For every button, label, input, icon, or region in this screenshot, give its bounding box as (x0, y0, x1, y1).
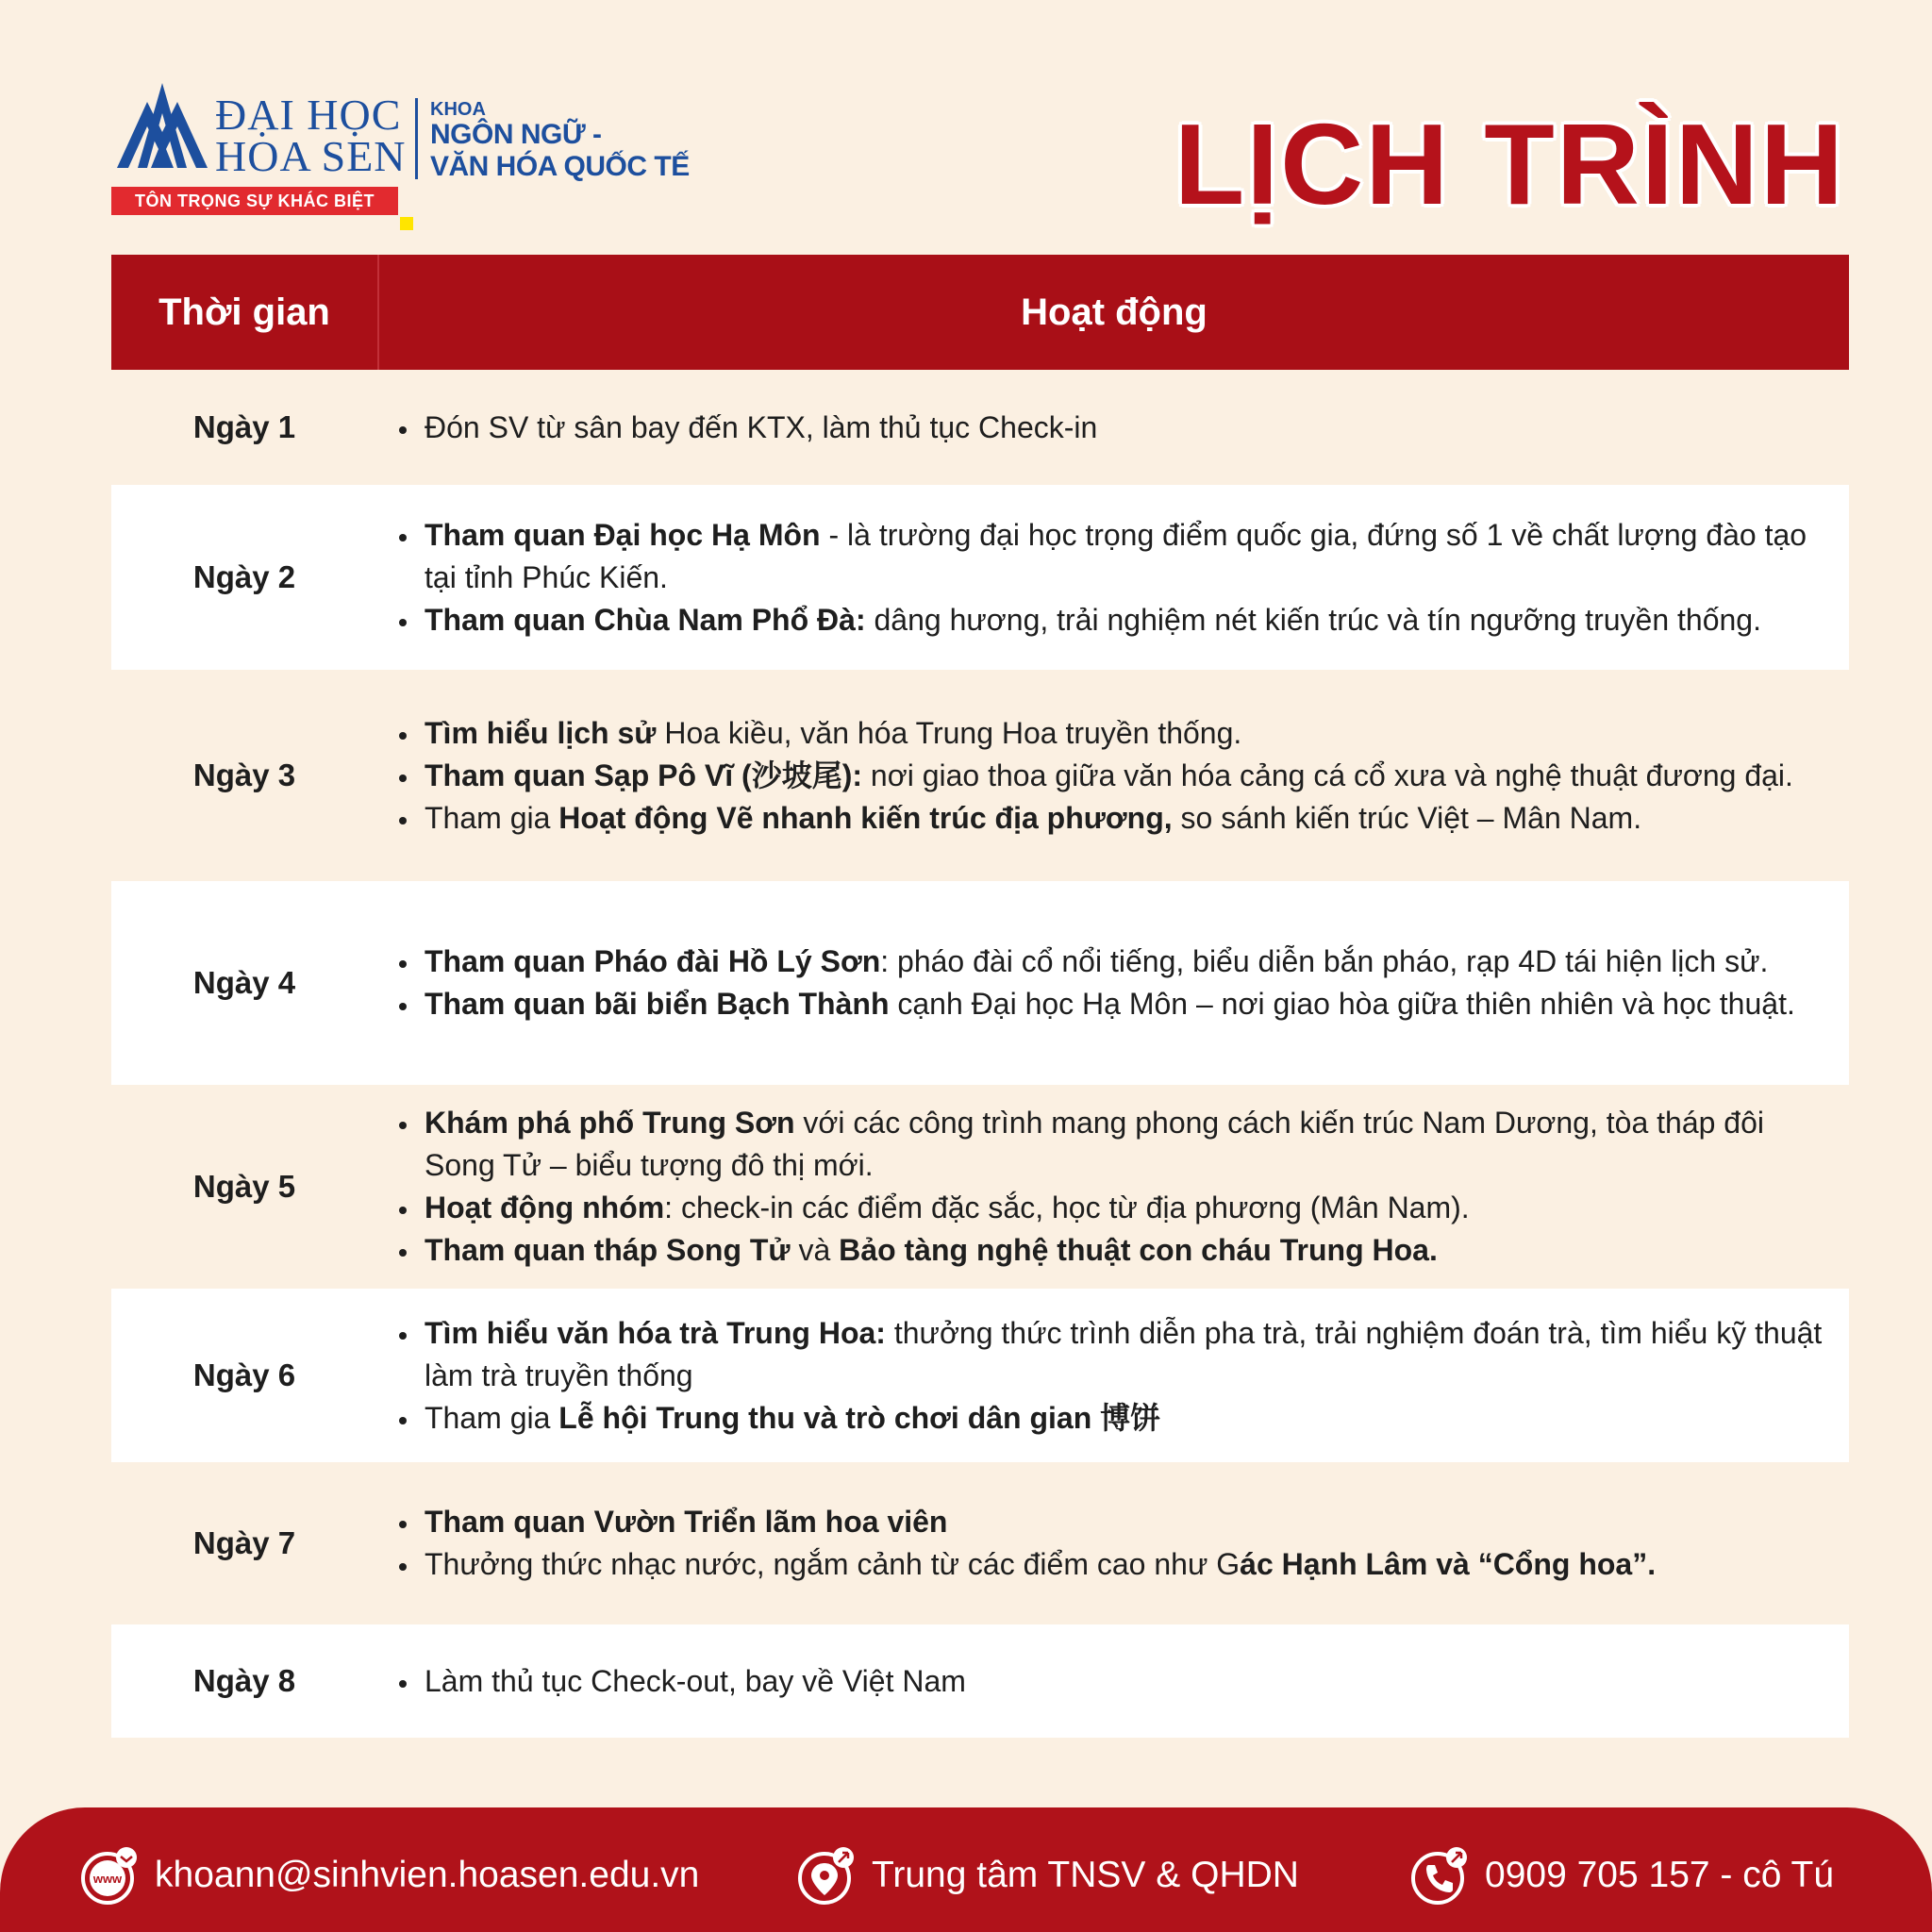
activity-highlight: Tham quan Pháo đài Hồ Lý Sơn (425, 944, 881, 978)
svg-text:www: www (92, 1872, 123, 1886)
table-row (111, 485, 1849, 670)
activity-text: Làm thủ tục Check-out, bay về Việt Nam (425, 1663, 966, 1698)
activity-item (421, 407, 1836, 449)
activity-list (379, 1501, 1836, 1586)
location-pin-icon (796, 1844, 858, 1907)
activity-highlight: Bảo tàng nghệ thuật con cháu Trung Hoa. (839, 1233, 1438, 1267)
activity-text: : pháo đài cổ nổi tiếng, biểu diễn bắn pháo, rạp 4D tái hiện lịch sử. (880, 944, 1769, 978)
logo-accent-square (400, 217, 413, 230)
activity-highlight: Hoạt động Vẽ nhanh kiến trúc địa phương, (558, 800, 1173, 835)
table-header (111, 255, 1849, 370)
activity-text: với các công trình mang phong cách kiến trúc Nam Dương, tòa tháp đôi Song Tử – biểu tượng đô thị mới. (425, 1106, 1764, 1182)
activity-text: so sánh kiến trúc Việt – Mân Nam. (1172, 800, 1642, 835)
activity-item (421, 1543, 1836, 1586)
day-label: Ngày 3 (192, 758, 296, 792)
contact-email[interactable] (79, 1845, 699, 1906)
activity-list (379, 1660, 1836, 1703)
activity-highlight: Tham quan tháp Song Tử (425, 1233, 791, 1267)
activity-text: thưởng thức trình diễn pha trà, trải nghiệm đoán trà, tìm hiểu kỹ thuật làm trà truyền thống (425, 1315, 1823, 1392)
activity-cell (377, 1102, 1849, 1272)
table-row (111, 881, 1849, 1085)
table-row (111, 1085, 1849, 1289)
day-label: Ngày 8 (192, 1663, 296, 1698)
activity-list (379, 407, 1836, 449)
activity-highlight: Tham quan Sạp Pô Vĩ (沙坡尾): (425, 758, 863, 792)
activity-cell (377, 712, 1849, 840)
activity-text: : check-in các điểm đặc sắc, học từ địa phương (Mân Nam). (664, 1191, 1470, 1224)
day-label: Ngày 7 (192, 1525, 296, 1560)
activity-item (421, 599, 1836, 641)
logo-tagline: TÔN TRỌNG SỰ KHÁC BIỆT (111, 187, 398, 215)
activity-item (421, 1501, 1836, 1543)
university-name: ĐẠI HỌC HOA SEN (215, 91, 407, 180)
activity-item (421, 712, 1836, 755)
email-text: khoann@sinhvien.hoasen.edu.vn (155, 1855, 700, 1895)
activity-cell (377, 1501, 1849, 1586)
table-row (111, 1289, 1849, 1462)
faculty-name: KHOA NGÔN NGỮ - VĂN HÓA QUỐC TẾ (430, 99, 690, 182)
activity-text: Tham gia (425, 800, 559, 835)
activity-text: nơi giao thoa giữa văn hóa cảng cá cổ xưa và nghệ thuật đương đại. (862, 758, 1793, 792)
activity-item (421, 983, 1836, 1025)
activity-cell (377, 407, 1849, 449)
schedule-table (111, 255, 1849, 1738)
activity-text: Thưởng thức nhạc nước, ngắm cảnh từ các điểm cao như G (425, 1547, 1241, 1581)
activity-highlight: Khám phá phố Trung Sơn (425, 1106, 795, 1140)
activity-highlight: Lễ hội Trung thu và trò chơi dân gian 博饼 (558, 1400, 1161, 1435)
table-row (111, 670, 1849, 881)
table-row (111, 370, 1849, 485)
activity-text: dâng hương, trải nghiệm nét kiến trúc và tín ngưỡng truyền thống. (865, 602, 1761, 637)
activity-text: Hoa kiều, văn hóa Trung Hoa truyền thống. (656, 715, 1242, 750)
phone-text: 0909 705 157 - cô Tú (1485, 1855, 1835, 1895)
activity-text: và (790, 1233, 840, 1267)
activity-highlight: Tham quan Chùa Nam Phổ Đà: (425, 602, 866, 637)
activity-highlight: Tìm hiểu văn hóa trà Trung Hoa: (425, 1315, 886, 1350)
activity-item (421, 1397, 1836, 1440)
activity-list (379, 941, 1836, 1025)
activity-list (379, 514, 1836, 641)
activity-text: Đón SV từ sân bay đến KTX, làm thủ tục Check-in (425, 409, 1098, 444)
activity-item (421, 755, 1836, 797)
activity-text: - là trường đại học trọng điểm quốc gia, đứng số 1 về chất lượng đào tạo tại tỉnh Phúc Kiến. (425, 517, 1807, 594)
activity-item (421, 1102, 1836, 1187)
day-label: Ngày 1 (192, 409, 296, 444)
activity-list (379, 712, 1836, 840)
activity-cell (377, 514, 1849, 641)
activity-highlight: Tham quan bãi biển Bạch Thành (425, 987, 890, 1021)
activity-highlight: Tham quan Đại học Hạ Môn (425, 517, 821, 552)
day-label: Ngày 6 (192, 1357, 296, 1392)
activity-cell (377, 1660, 1849, 1703)
activity-cell (377, 1312, 1849, 1440)
activity-item (421, 941, 1836, 983)
column-header-activity: Hoạt động (1021, 291, 1208, 333)
activity-item (421, 797, 1836, 840)
logo-divider (415, 98, 418, 179)
activity-list (379, 1102, 1836, 1272)
activity-highlight: ác Hạnh Lâm và “Cổng hoa”. (1240, 1547, 1657, 1581)
column-header-time: Thời gian (111, 255, 379, 370)
phone-icon (1409, 1844, 1472, 1907)
table-body (111, 370, 1849, 1738)
activity-item (421, 1187, 1836, 1229)
page-title: LỊCH TRÌNH (1174, 100, 1845, 228)
lotus-mountain-icon (109, 81, 215, 175)
table-row (111, 1624, 1849, 1738)
activity-item (421, 1312, 1836, 1397)
day-label: Ngày 5 (192, 1169, 296, 1204)
contact-center (796, 1845, 1299, 1906)
table-row (111, 1462, 1849, 1624)
activity-highlight: Tham quan Vườn Triển lãm hoa viên (425, 1505, 948, 1539)
university-logo (109, 81, 713, 242)
email-web-icon (79, 1844, 142, 1907)
activity-item (421, 1229, 1836, 1272)
activity-list (379, 1312, 1836, 1440)
activity-highlight: Tìm hiểu lịch sử (425, 715, 657, 750)
center-text: Trung tâm TNSV & QHDN (872, 1855, 1299, 1895)
contact-footer (0, 1807, 1932, 1932)
contact-phone[interactable] (1409, 1845, 1834, 1906)
activity-item (421, 514, 1836, 599)
activity-text: Tham gia (425, 1400, 559, 1435)
day-label: Ngày 2 (192, 559, 296, 594)
activity-text: cạnh Đại học Hạ Môn – nơi giao hòa giữa thiên nhiên và học thuật. (889, 987, 1795, 1021)
activity-highlight: Hoạt động nhóm (425, 1191, 665, 1224)
activity-item (421, 1660, 1836, 1703)
day-label: Ngày 4 (192, 965, 296, 1000)
activity-cell (377, 941, 1849, 1025)
